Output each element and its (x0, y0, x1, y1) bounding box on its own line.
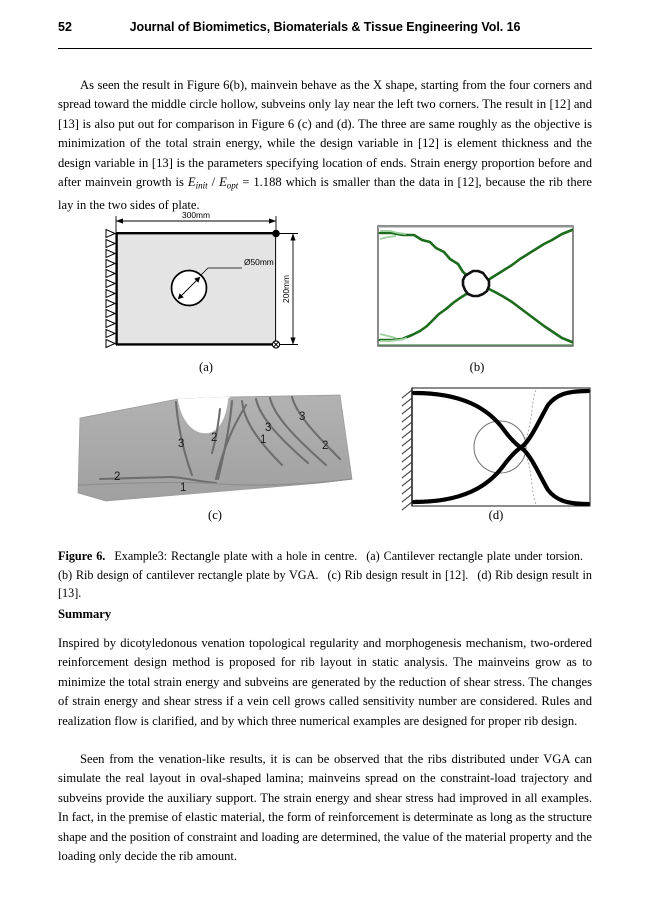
figure-sublabel-d: (d) (488, 508, 504, 522)
intro-text-part1: As seen the result in Figure 6(b), mainvein behave as the X shape, starting from the four corners and spread toward the middle circle hollow, subveins only lay near the left two corners. The result in [12] and [13] is also put out for comparison in Figure 6 (c) and (d). The three are same roughly as the objective is minimization of the total strain energy, while the design variable in [12] is element thickness and the design variable in [13] is the parameters specifying location of ends. Strain energy proportion before and after mainvein growth is (58, 78, 592, 190)
rib-label: 2 (211, 432, 218, 444)
panel-a-drawing (90, 208, 322, 358)
constraint-triangle (106, 340, 115, 348)
load-marker-into-page (273, 230, 280, 237)
summary-paragraph-1: Inspired by dicotyledonous venation topological regularity and morphogenesis mechanism, two-ordered reinforcement design method is proposed for rib layout in static analysis. The mainveins grow as to minimize the total strain energy and subveins are generated by the reduction of shear stress. The changes of strain energy and shear stress if a vein cell grows called sensitivity number are considered. Rules and realization flow is clarified, and by which three numerical examples are designed for proper rib design. (58, 636, 592, 728)
caption-text-1: Example3: Rectangle plate with a hole in centre. (114, 549, 358, 563)
rib-label: 1 (180, 482, 187, 494)
figure-sublabel-a: (a) (199, 360, 213, 374)
caption-text-4: (c) Rib design result in [12]. (327, 567, 469, 582)
panel-d-border (412, 388, 590, 506)
figure-panel-c (70, 383, 360, 518)
panel-b-drawing (376, 222, 578, 352)
constraint-markers (106, 230, 115, 348)
caption-figure-number: Figure 6. (58, 549, 106, 563)
rib-label: 3 (178, 438, 185, 450)
rib-label: 2 (322, 440, 329, 452)
formula-e-opt-subscript: opt (226, 180, 239, 191)
summary-paragraph-2: Seen from the venation-like results, it is can be observed that the ribs distributed under VGA can simulate the real layout in oval-shaped lamina; mainveins spread on the constraint-load trajectory and subveins provide the auxiliary support. The strain energy and shear stress had improved in all examples. In fact, in the premise of elastic material, the form of reinforcement is determinate as long as the structure shape and the position of constraint and loading are determined, the value of the material property and the loading only decide the rib amount. (58, 752, 592, 864)
figure-caption (58, 547, 592, 603)
figure-panel-a (90, 208, 322, 358)
width-arrow-left (116, 218, 123, 223)
constraint-triangle (106, 310, 115, 318)
constraint-triangle (106, 280, 115, 288)
panel-c-drawing (70, 383, 360, 518)
formula-e-init-subscript: init (195, 180, 208, 191)
caption-text-5: (d) Rib design result in [13]. (58, 567, 592, 601)
page-number: 52 (58, 20, 73, 34)
constraint-triangle (106, 250, 115, 258)
figure-6 (58, 208, 592, 530)
constraint-triangle (106, 270, 115, 278)
constraint-triangle (106, 240, 115, 248)
constraint-triangle (106, 260, 115, 268)
constraint-triangle (106, 230, 115, 238)
height-arrow-bottom (290, 338, 295, 345)
panel-d-drawing (396, 380, 596, 515)
rib-label: 1 (260, 434, 267, 446)
caption-text-3: (b) Rib design of cantilever rectangle plate by VGA. (58, 567, 319, 582)
formula-e-init: E (187, 175, 196, 190)
constraint-triangle (106, 320, 115, 328)
summary-paragraph-2-container (58, 750, 592, 866)
formula-e-opt: E (219, 175, 227, 190)
figure-sublabel-c: (c) (208, 508, 222, 522)
header-divider-rule (58, 48, 592, 49)
width-dimension-label: 300mm (182, 210, 210, 220)
intro-text-part2: = 1.188 which is smaller than the data in [12], because the rib there lay in the two sides of plate. (58, 175, 592, 212)
panel-b-centre-hole (463, 271, 489, 296)
height-arrow-top (290, 234, 295, 241)
figure-sublabel-b: (b) (469, 360, 485, 374)
hole-diameter-label: Ø50mm (244, 257, 274, 267)
fixed-support-hatching (402, 388, 412, 510)
load-marker-out-of-page (272, 341, 279, 348)
constraint-triangle (106, 330, 115, 338)
height-dimension-label: 200mm (281, 275, 291, 303)
journal-title: Journal of Biomimetics, Biomaterials & Tissue Engineering Vol. 16 (129, 20, 521, 34)
constraint-triangle (106, 300, 115, 308)
formula-divider: / (207, 175, 220, 190)
intro-paragraph (58, 76, 592, 215)
intro-paragraph-container (58, 76, 592, 215)
constraint-triangle (106, 290, 115, 298)
running-header (58, 20, 592, 44)
figure-panel-d (396, 380, 596, 515)
rib-label: 2 (114, 471, 121, 483)
summary-paragraph-1-container (58, 634, 592, 731)
rib-label: 3 (299, 411, 306, 423)
figure-panel-b (376, 222, 578, 352)
summary-heading: Summary (58, 607, 112, 621)
rib-label: 3 (265, 422, 272, 434)
width-arrow-right (269, 218, 276, 223)
caption-text-2: (a) Cantilever rectangle plate under torsion. (366, 549, 583, 563)
